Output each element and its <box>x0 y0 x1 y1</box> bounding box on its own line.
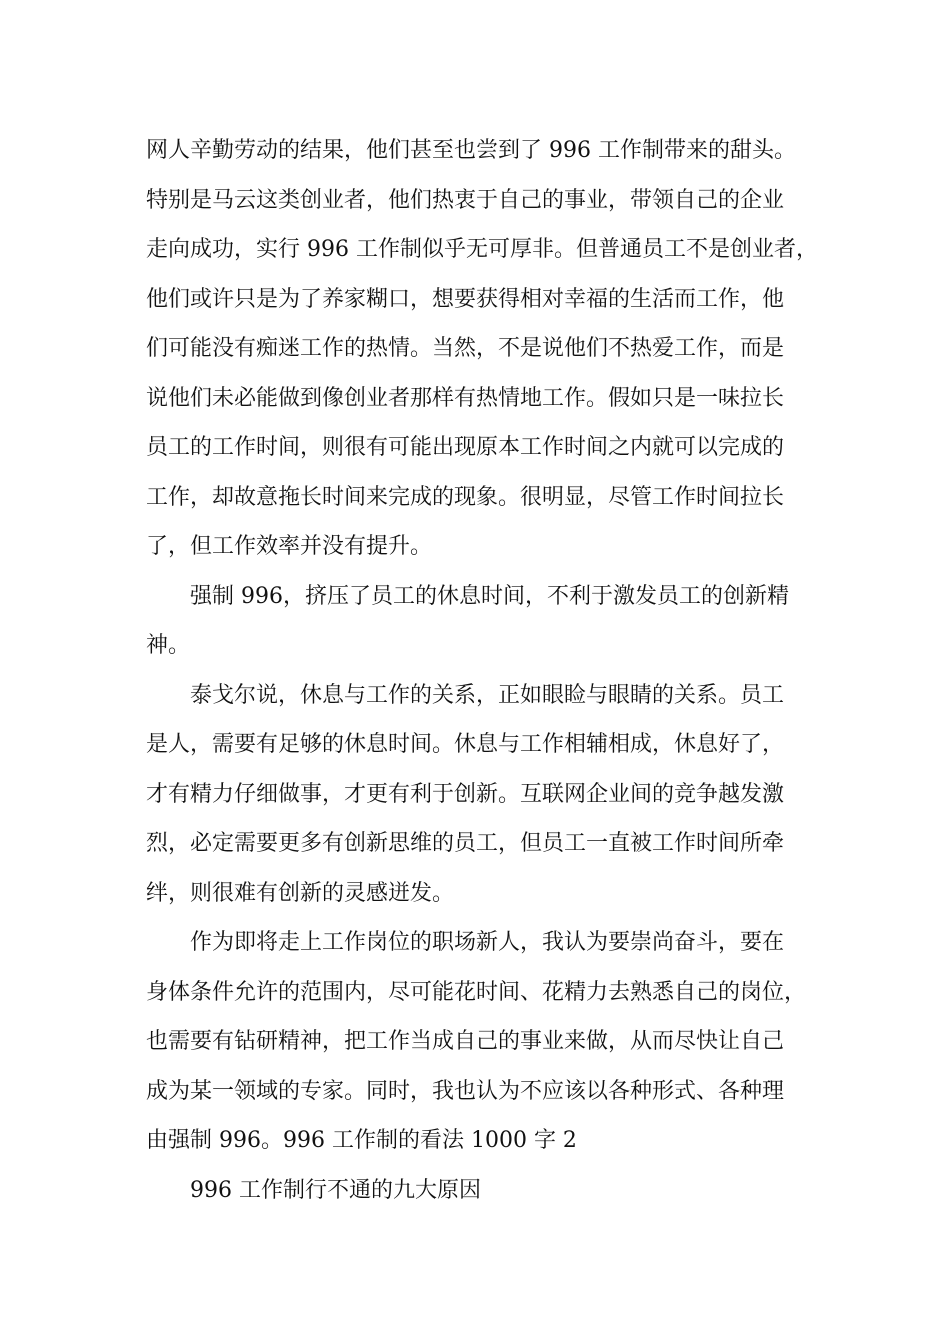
text-line: 了，但工作效率并没有提升。 <box>146 534 433 559</box>
document-body <box>146 126 826 1215</box>
text-line: 工作，却故意拖长时间来完成的现象。很明显，尽管工作时间拉长 <box>146 484 785 510</box>
text-line: 成为某一领域的专家。同时，我也认为不应该以各种形式、各种理 <box>146 1078 785 1104</box>
paragraph <box>146 671 826 919</box>
text-line: 由强制 996。996 工作制的看法 1000 字 2 <box>146 1128 577 1153</box>
text-line: 泰戈尔说，休息与工作的关系，正如眼睑与眼睛的关系。员工 <box>190 682 785 708</box>
paragraph <box>146 918 826 1166</box>
text-line: 身体条件允许的范围内，尽可能花时间、花精力去熟悉自己的岗位， <box>146 979 807 1005</box>
text-line: 特别是马云这类创业者，他们热衷于自己的事业，带领自己的企业 <box>146 187 785 213</box>
text-line: 绊，则很难有创新的灵感迸发。 <box>146 880 455 906</box>
text-line: 作为即将走上工作岗位的职场新人，我认为要崇尚奋斗，要在 <box>190 930 785 955</box>
text-line: 强制 996，挤压了员工的休息时间，不利于激发员工的创新精 <box>190 583 789 609</box>
text-line: 也需要有钻研精神，把工作当成自己的事业来做，从而尽快让自己 <box>146 1029 785 1054</box>
text-line: 烈，必定需要更多有创新思维的员工，但员工一直被工作时间所牵 <box>146 831 785 856</box>
text-line: 才有精力仔细做事，才更有利于创新。互联网企业间的竞争越发激 <box>146 781 785 807</box>
text-line: 996 工作制行不通的九大原因 <box>190 1177 481 1203</box>
text-line: 走向成功，实行 996 工作制似乎无可厚非。但普通员工不是创业者， <box>146 237 818 262</box>
paragraph <box>146 1166 826 1216</box>
paragraph <box>146 126 826 572</box>
text-line: 他们或许只是为了养家糊口，想要获得相对幸福的生活而工作，他 <box>146 286 785 312</box>
text-line: 是人，需要有足够的休息时间。休息与工作相辅相成，休息好了， <box>146 732 785 757</box>
text-line: 员工的工作时间，则很有可能出现原本工作时间之内就可以完成的 <box>146 435 785 460</box>
text-line: 说他们未必能做到像创业者那样有热情地工作。假如只是一味拉长 <box>146 385 785 411</box>
text-line: 们可能没有痴迷工作的热情。当然，不是说他们不热爱工作，而是 <box>146 336 785 361</box>
paragraph <box>146 572 826 671</box>
text-line: 网人辛勤劳动的结果，他们甚至也尝到了 996 工作制带来的甜头。 <box>146 138 796 163</box>
text-line: 神。 <box>146 633 191 658</box>
